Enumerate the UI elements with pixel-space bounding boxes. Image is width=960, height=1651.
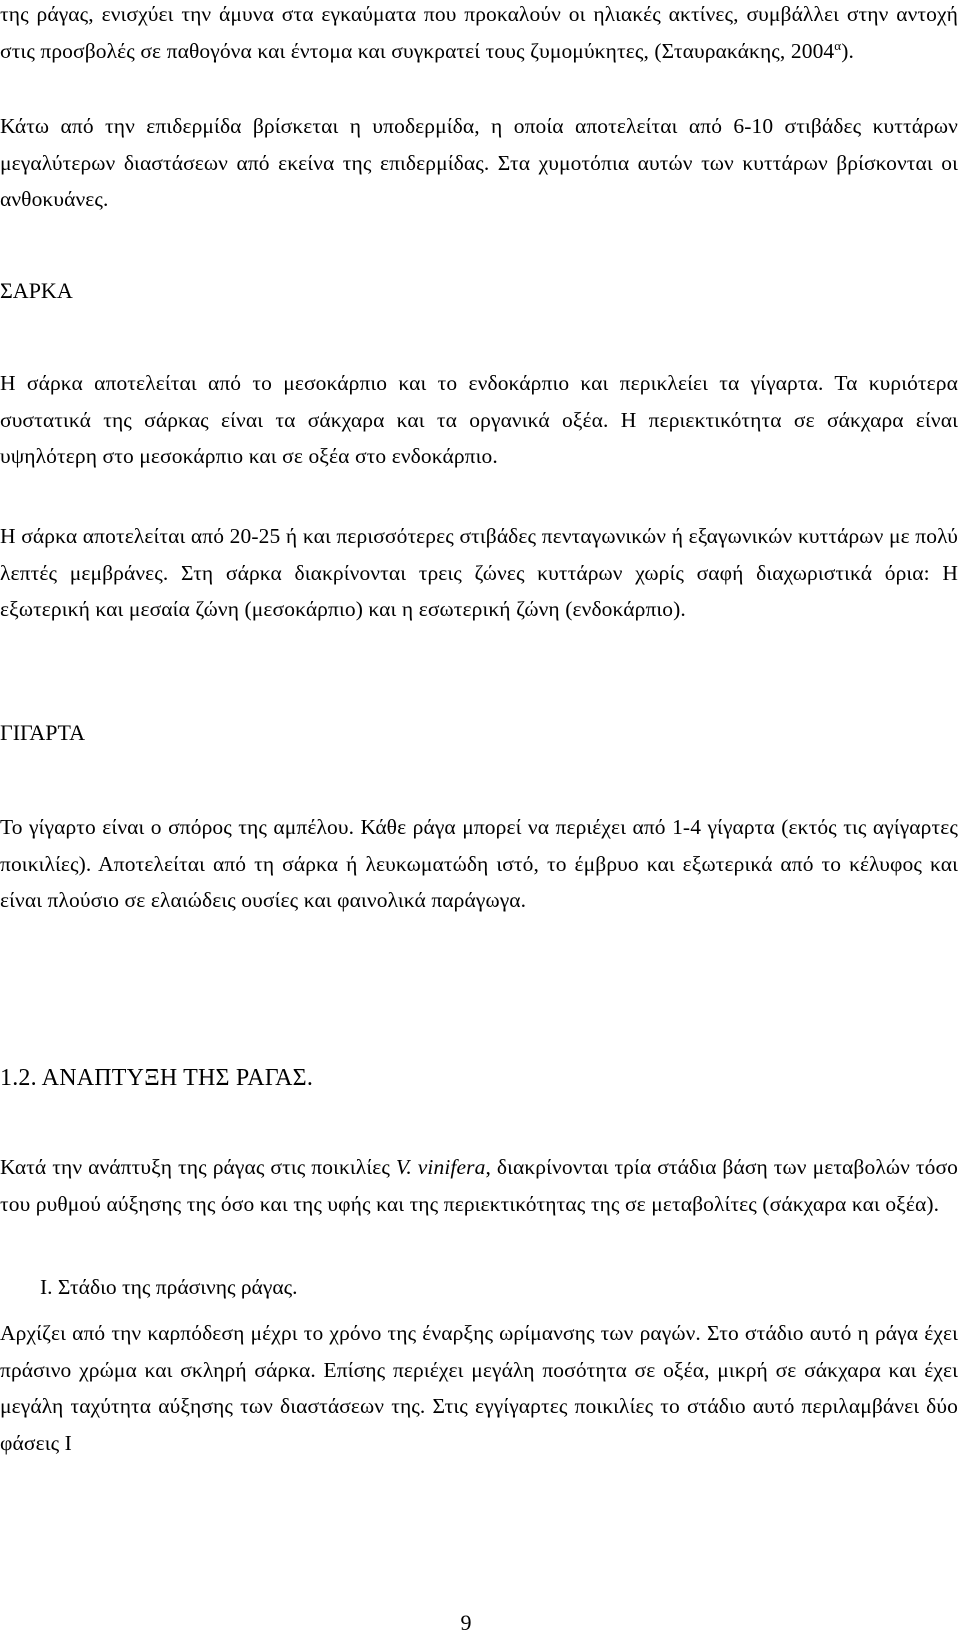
paragraph-hypodermis: Κάτω από την επιδερμίδα βρίσκεται η υποδερμίδα, η οποία αποτελείται από 6-10 στιβάδες κυττάρων μεγαλύτερων διαστάσεων από εκείνα της επιδερμίδας. Στα χυμοτόπια αυτών των κυττάρων βρίσκονται οι ανθοκυάνες. (0, 114, 958, 211)
paragraph-skin-end: ). (841, 38, 854, 63)
subheading-green-berry-stage: I. Στάδιο της πράσινης ράγας. (40, 1275, 298, 1299)
superscript-alpha: α (834, 37, 842, 53)
paragraph-seed: Το γίγαρτο είναι ο σπόρος της αμπέλου. Κάθε ράγα μπορεί να περιέχει από 1-4 γίγαρτα (εκτός τις αγίγαρτες ποικιλίες). Αποτελείται από τη σάρκα ή λευκωματώδη ιστό, το έμβρυο και εξωτερικά από το κέλυφος και είναι πλούσιο σε ελαιώδεις ουσίες και φαινολικά παράγωγα. (0, 815, 958, 912)
paragraph-skin-text: της ράγας, ενισχύει την άμυνα στα εγκαύματα που προκαλούν οι ηλιακές ακτίνες, συμβάλλει στην αντοχή στις προσβολές σε παθογόνα και έντομα και συγκρατεί τους ζυμομύκητες, (Σταυρακάκης, 2004 (0, 2, 958, 63)
paragraph-development-start: Κατά την ανάπτυξη της ράγας στις ποικιλίες (0, 1155, 396, 1179)
heading-gigarta: ΓΙΓΑΡΤΑ (0, 720, 86, 745)
heading-sarka: ΣΑΡΚΑ (0, 278, 73, 303)
paragraph-flesh-1: Η σάρκα αποτελείται από το μεσοκάρπιο και το ενδοκάρπιο και περικλείει τα γίγαρτα. Τα κυριότερα συστατικά της σάρκας είναι τα σάκχαρα και τα οργανικά οξέα. Η περιεκτικότητα σε σάκχαρα είναι υψηλότερη στο μεσοκάρπιο και σε οξέα στο ενδοκάρπιο. (0, 371, 958, 468)
section-heading-berry-development: 1.2. ΑΝΑΠΤΥΞΗ ΤΗΣ ΡΑΓΑΣ. (0, 1065, 314, 1091)
paragraph-development-intro (0, 1149, 958, 1222)
species-name-italic: V. vinifera (395, 1155, 486, 1179)
paragraph-flesh-2: Η σάρκα αποτελείται από 20-25 ή και περισσότερες στιβάδες πενταγωνικών ή εξαγωνικών κυττάρων με πολύ λεπτές μεμβράνες. Στη σάρκα διακρίνονται τρεις ζώνες κυττάρων χωρίς σαφή διαχωριστικά όρια: Η εξωτερική και μεσαία ζώνη (μεσοκάρπιο) και η εσωτερική ζώνη (ενδοκάρπιο). (0, 524, 958, 621)
paragraph-green-stage: Αρχίζει από την καρπόδεση μέχρι το χρόνο της έναρξης ωρίμανσης των ραγών. Στο στάδιο αυτό η ράγα έχει πράσινο χρώμα και σκληρή σάρκα. Επίσης περιέχει μεγάλη ποσότητα σε οξέα, μικρή σε σάκχαρα και έχει μεγάλη ταχύτητα αύξησης των διαστάσεων της. Στις εγγίγαρτες ποικιλίες το στάδιο αυτό περιλαμβάνει δύο φάσεις Ι (0, 1321, 958, 1455)
page-number: 9 (460, 1610, 472, 1635)
paragraph-skin-continued (0, 0, 958, 69)
paragraph-development-end: , διακρίνονται τρία στάδια βάση των μεταβολών τόσο του ρυθμού αύξησης της όσο και της υφής και της περιεκτικότητας της σε μεταβολίτες (σάκχαρα και οξέα). (0, 1155, 958, 1216)
